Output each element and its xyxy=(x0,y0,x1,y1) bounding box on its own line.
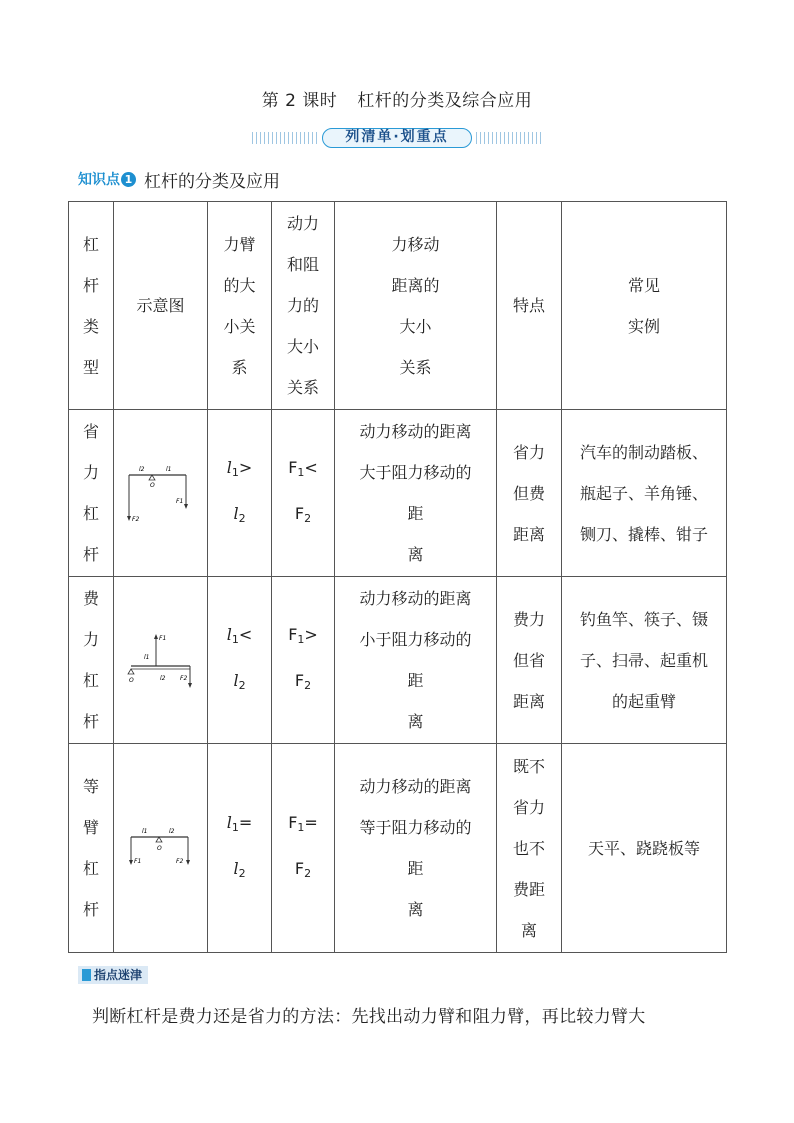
feature-cell: 既不 省力 也不 费距 离 xyxy=(497,744,562,953)
header-feature: 特点 xyxy=(497,202,562,410)
banner-label: 列清单·划重点 xyxy=(322,128,472,148)
svg-text:F1: F1 xyxy=(175,498,183,505)
tip-label xyxy=(78,966,148,984)
svg-text:l1: l1 xyxy=(165,466,171,473)
examples-cell: 钓鱼竿、筷子、镊 子、扫帚、起重机 的起重臂 xyxy=(562,577,727,744)
header-lever-type: 杠 杆 类 型 xyxy=(69,202,114,410)
diagram-cell xyxy=(114,410,208,577)
feature-cell: 省力 但费 距离 xyxy=(497,410,562,577)
svg-text:l2: l2 xyxy=(168,828,174,835)
header-distance-relation: 力移动 距离的 大小 关系 xyxy=(335,202,497,410)
header-arm-relation: 力臂 的大 小关 系 xyxy=(208,202,272,410)
banner-stripe-left xyxy=(252,132,318,144)
examples-cell: 汽车的制动踏板、 瓶起子、羊角锤、 铡刀、撬棒、钳子 xyxy=(562,410,727,577)
svg-text:l1: l1 xyxy=(141,828,147,835)
arm-relation-cell: $l_1>$ $l_2$ xyxy=(208,410,272,577)
arm-relation-cell: $l_1<$ $l_2$ xyxy=(208,577,272,744)
feature-cell: 费力 但省 距离 xyxy=(497,577,562,744)
lesson-number: 第 2 课时 xyxy=(261,91,338,111)
svg-text:F2: F2 xyxy=(175,858,183,865)
examples-cell: 天平、跷跷板等 xyxy=(562,744,727,953)
lesson-name: 杠杆的分类及综合应用 xyxy=(357,91,533,111)
lesson-title xyxy=(0,86,794,111)
svg-text:l2: l2 xyxy=(138,466,144,473)
header-diagram: 示意图 xyxy=(114,202,208,410)
lever-type-cell: 省 力 杠 杆 xyxy=(69,410,114,577)
diagram-cell xyxy=(114,744,208,953)
table-row xyxy=(69,410,727,577)
force-relation-cell: $F_1<$ $F_2$ xyxy=(272,410,335,577)
svg-text:O: O xyxy=(149,482,155,489)
force-relation-cell: $F_1>$ $F_2$ xyxy=(272,577,335,744)
distance-relation-cell: 动力移动的距离 等于阻力移动的 距 离 xyxy=(335,744,497,953)
knowledge-point-tag: 知识点 xyxy=(78,172,120,188)
diagram-cell xyxy=(114,577,208,744)
lever-type-cell: 费 力 杠 杆 xyxy=(69,577,114,744)
tip-label-text: 指点迷津 xyxy=(94,968,143,982)
svg-text:l2: l2 xyxy=(159,675,165,682)
body-paragraph: 判断杠杆是费力还是省力的方法：先找出动力臂和阻力臂，再比较力臂大 xyxy=(92,1007,646,1027)
distance-relation-cell: 动力移动的距离 小于阻力移动的 距 离 xyxy=(335,577,497,744)
tip-marker-icon xyxy=(82,969,91,981)
svg-text:F2: F2 xyxy=(131,516,139,523)
table-row xyxy=(69,744,727,953)
lever-classification-table xyxy=(68,201,727,953)
distance-relation-cell: 动力移动的距离 大于阻力移动的 距 离 xyxy=(335,410,497,577)
table-header-row xyxy=(69,202,727,410)
knowledge-point-title: 杠杆的分类及应用 xyxy=(144,171,280,192)
knowledge-point-number: 1 xyxy=(121,172,136,187)
equal-arm-lever-diagram xyxy=(126,823,196,873)
knowledge-point-header xyxy=(78,167,280,191)
svg-text:F2: F2 xyxy=(179,675,187,682)
svg-text:l1: l1 xyxy=(143,654,149,661)
section-banner xyxy=(252,128,542,148)
force-saving-lever-diagram xyxy=(126,461,196,525)
lever-type-cell: 等 臂 杠 杆 xyxy=(69,744,114,953)
force-relation-cell: $F_1=$ $F_2$ xyxy=(272,744,335,953)
svg-text:O: O xyxy=(128,677,134,684)
svg-text:F1: F1 xyxy=(158,635,166,642)
force-costing-lever-diagram xyxy=(126,628,196,692)
svg-text:O: O xyxy=(156,845,162,852)
header-examples: 常见 实例 xyxy=(562,202,727,410)
banner-stripe-right xyxy=(476,132,542,144)
header-force-relation: 动力 和阻 力的 大小 关系 xyxy=(272,202,335,410)
arm-relation-cell: $l_1=$ $l_2$ xyxy=(208,744,272,953)
svg-text:F1: F1 xyxy=(133,858,141,865)
table-row xyxy=(69,577,727,744)
